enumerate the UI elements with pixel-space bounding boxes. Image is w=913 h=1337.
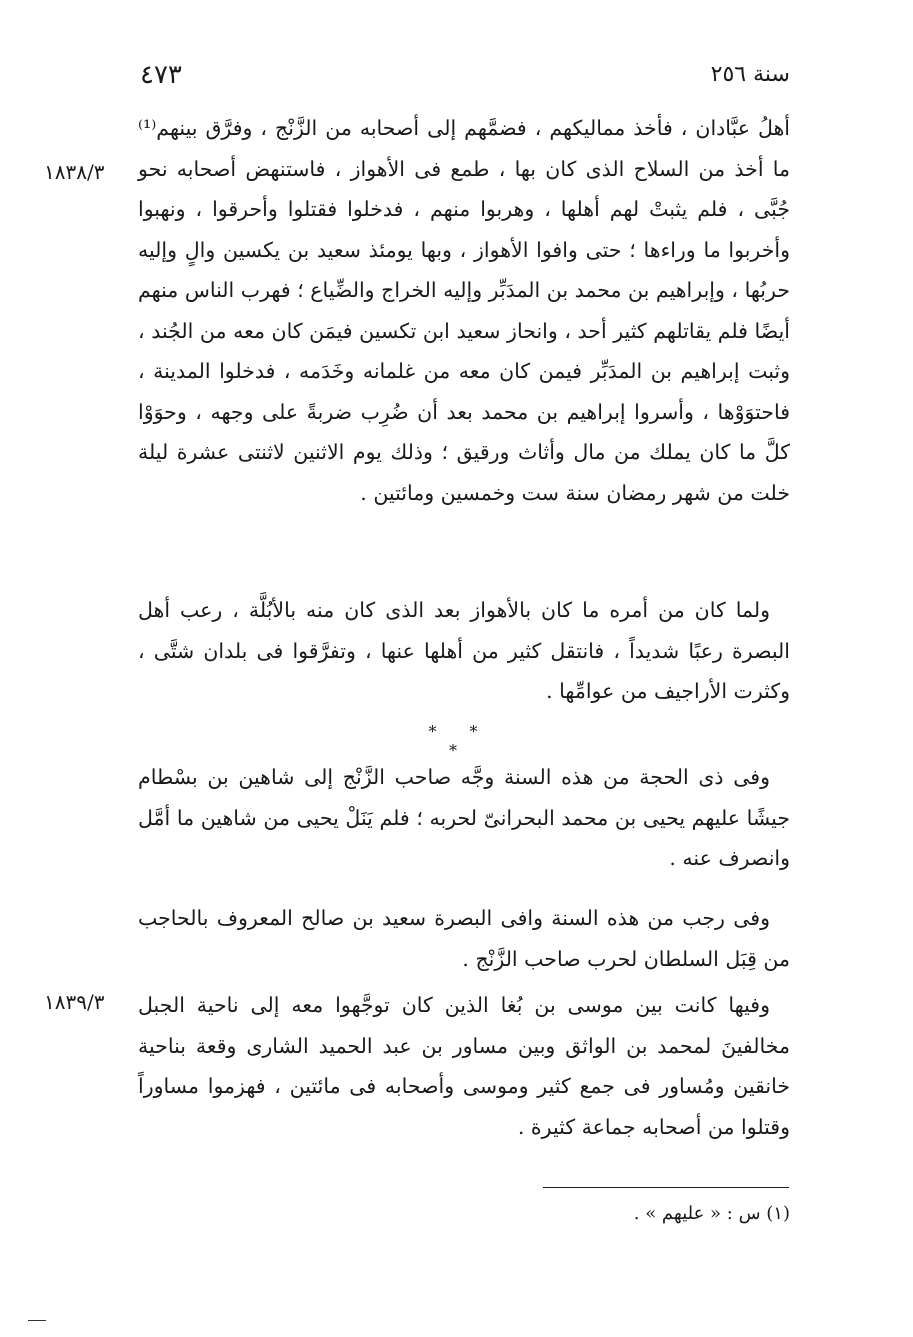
paragraph-4 [138, 898, 790, 979]
paragraph-text: وفى رجب من هذه السنة وافى البصرة سعيد بن صالح المعروف بالحاجب من قِبَل السلطان لحرب صاحب الزَّنْج . [138, 906, 790, 971]
running-head: سنة ٢٥٦ [710, 62, 790, 87]
paragraph-text: أهلُ عبَّادان ، فأخذ مماليكهم ، فضمَّهم إلى أصحابه من الزَّنْج ، وفرَّق بينهم⁽¹⁾ ما أخذ من السلاح الذى كان بها ، طمع فى الأهواز ، فاستنهض أصحابه نحو جُبَّى ، فلم يثبتْ لهم أهلها ، وهربوا منهم ، فدخلوا فقتلوا وأحرقوا ، ونهبوا وأخربوا ما وراءها ؛ حتى وافوا الأهواز ، وبها يومئذ سعيد بن يكسين والٍ وإليه حربُها ، وإبراهيم بن محمد بن المدَبِّر وإليه الخراج والضِّياع ؛ فهرب الناس منهم أيضًا فلم يقاتلهم كثير أحد ، وانحاز سعيد ابن تكسين فيمَن كان معه من الجُند ، وثبت إبراهيم بن المدَبِّر فيمن كان معه من غلمانه وخَدَمه ، فدخلوا المدينة ، فاحتوَوْها ، وأسروا إبراهيم بن محمد بعد أن ضُرِب ضربةً على وجهه ، وحوَوْا كلَّ ما كان يملك من مال وأثاث ورقيق ؛ وذلك يوم الاثنين لاثنتى عشرة ليلة خلت من شهر رمضان سنة ست وخمسين ومائتين . [138, 116, 790, 505]
margin-reference-2: ١٨٣٩/٣ [44, 990, 105, 1014]
footnote-divider [543, 1187, 789, 1188]
paragraph-5 [138, 985, 790, 1147]
paragraph-3 [138, 757, 790, 879]
paragraph-text: ولما كان من أمره ما كان بالأهواز بعد الذى كان منه بالأبُلَّة ، رعب أهل البصرة رعبًا شديداً ، فانتقل كثير من أهلها عنها ، وتفرَّقوا فى بلدان شتَّى ، وكثرت الأراجيف من عوامِّها . [138, 598, 790, 703]
paragraph-2 [138, 590, 790, 712]
margin-reference-1: ١٨٣٨/٣ [44, 160, 105, 184]
page-number: ٤٧٣ [140, 60, 182, 90]
page-edge-mark [28, 1320, 46, 1321]
paragraph-text: وفى ذى الحجة من هذه السنة وجَّه صاحب الزَّنْج إلى شاهين بن بسْطام جيشًا عليهم يحيى بن محمد البحرانىّ لحربه ؛ فلم يَنَلْ يحيى من شاهين ما أمَّل وانصرف عنه . [138, 765, 790, 870]
footnote: (١) س : « عليهم » . [633, 1203, 790, 1224]
paragraph-text: وفيها كانت بين موسى بن بُغا الذين كان توجَّهوا معه إلى ناحية الجبل مخالفينَ لمحمد بن الواثق وبين مساور بن عبد الحميد الشارى وقعة بناحية خانقين ومُساور فى جمع كثير وموسى وأصحابه فى مائتين ، فهزموا مساوراً وقتلوا من أصحابه جماعة كثيرة . [138, 993, 790, 1139]
section-divider: * * * [428, 722, 492, 760]
page-header [140, 60, 790, 96]
paragraph-1 [138, 108, 790, 513]
